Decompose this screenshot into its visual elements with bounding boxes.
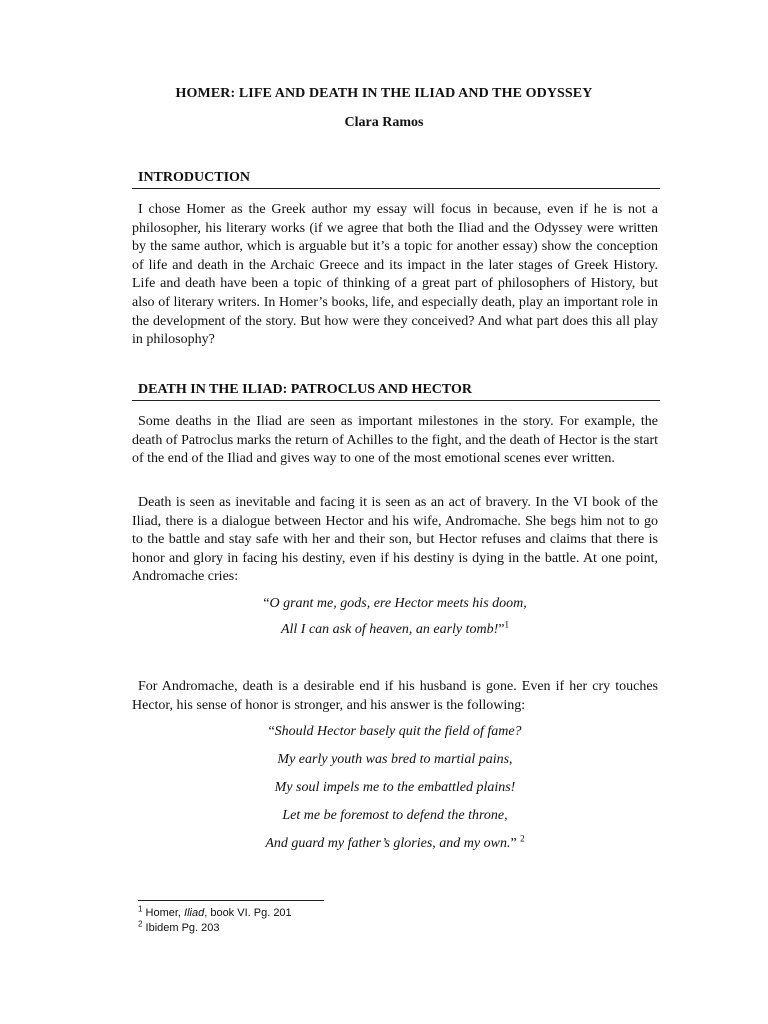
iliad-paragraph-2: Death is seen as inevitable and facing it is seen as an act of bravery. In the VI book of the Iliad, there is a dialogue between Hector and his wife, Andromache. She begs him not to go to the battle and stay safe with her and their son, but Hector refuses and claims that there is honor and glory in facing his destiny, even if his destiny is dying in the battle. At one point, Andromache cries: xyxy=(132,495,658,585)
footnote-2-text: Ibidem Pg. 203 xyxy=(145,922,220,934)
quote2-line5-text: And guard my father’s glories, and my own. xyxy=(265,836,511,851)
quote1-open-mark: “ xyxy=(263,596,270,611)
quote2-line2: My early youth was bred to martial pains, xyxy=(277,752,513,767)
footnote-1-number: 1 xyxy=(138,904,143,914)
footnote-2-number: 2 xyxy=(138,919,143,929)
quote2-line1-text: Should Hector basely quit the field of fame? xyxy=(274,724,522,739)
footnote-1-pre: Homer, xyxy=(145,907,185,919)
quote1-line2 xyxy=(0,619,768,638)
footnote-ref-2: 2 xyxy=(520,833,525,844)
quote1-line1-text: O grant me, gods, ere Hector meets his doom, xyxy=(269,596,527,611)
introduction-paragraph: I chose Homer as the Greek author my essay will focus in because, even if he is not a philosopher, his literary works (if we agree that both the Iliad and the Odyssey were written by the same author, which is arguable but it’s a topic for another essay) show the conception of life and death in the Archaic Greece and its impact in the later stages of Greek History. Life and death have been a topic of thinking of a great part of philosophers of History, but also of literary writers. In Homer’s books, life, and especially death, play an important role in the development of the story. But how were they conceived? And what part does this all play in philosophy? xyxy=(132,202,658,348)
footnote-1-post: , book VI. Pg. 201 xyxy=(204,907,292,919)
footnote-1 xyxy=(138,904,292,919)
footnote-1-italic: Iliad xyxy=(184,907,205,919)
footnote-separator xyxy=(138,900,324,901)
quote2-close-mark: ” xyxy=(510,836,517,851)
footnote-ref-1: 1 xyxy=(504,619,510,630)
quote2-open-mark: “ xyxy=(268,724,275,739)
quote1-line1 xyxy=(0,596,768,612)
iliad-paragraph-1: Some deaths in the Iliad are seen as important milestones in the story. For example, the death of Patroclus marks the return of Achilles to the fight, and the death of Hector is the start of the end of the Iliad and gives way to one of the most emotional scenes ever written. xyxy=(132,414,658,467)
section-heading-death-in-iliad: DEATH IN THE ILIAD: PATROCLUS AND HECTOR xyxy=(132,382,660,401)
quote1-close-mark: ” xyxy=(498,622,505,637)
quote2-line1 xyxy=(0,724,768,740)
iliad-paragraph-3: For Andromache, death is a desirable end if his husband is gone. Even if her cry touches Hector, his sense of honor is stronger, and his answer is the following: xyxy=(132,679,658,713)
document-author: Clara Ramos xyxy=(344,115,424,130)
document-title: HOMER: LIFE AND DEATH IN THE ILIAD AND THE ODYSSEY xyxy=(175,86,593,101)
quote2-line3: My soul impels me to the embattled plains! xyxy=(274,780,516,795)
quote2-line5 xyxy=(0,833,768,852)
footnote-2 xyxy=(138,919,220,934)
quote2-line4: Let me be foremost to defend the throne, xyxy=(282,808,508,823)
section-heading-introduction: INTRODUCTION xyxy=(132,170,660,189)
quote1-line2-text: All I can ask of heaven, an early tomb! xyxy=(280,622,499,637)
